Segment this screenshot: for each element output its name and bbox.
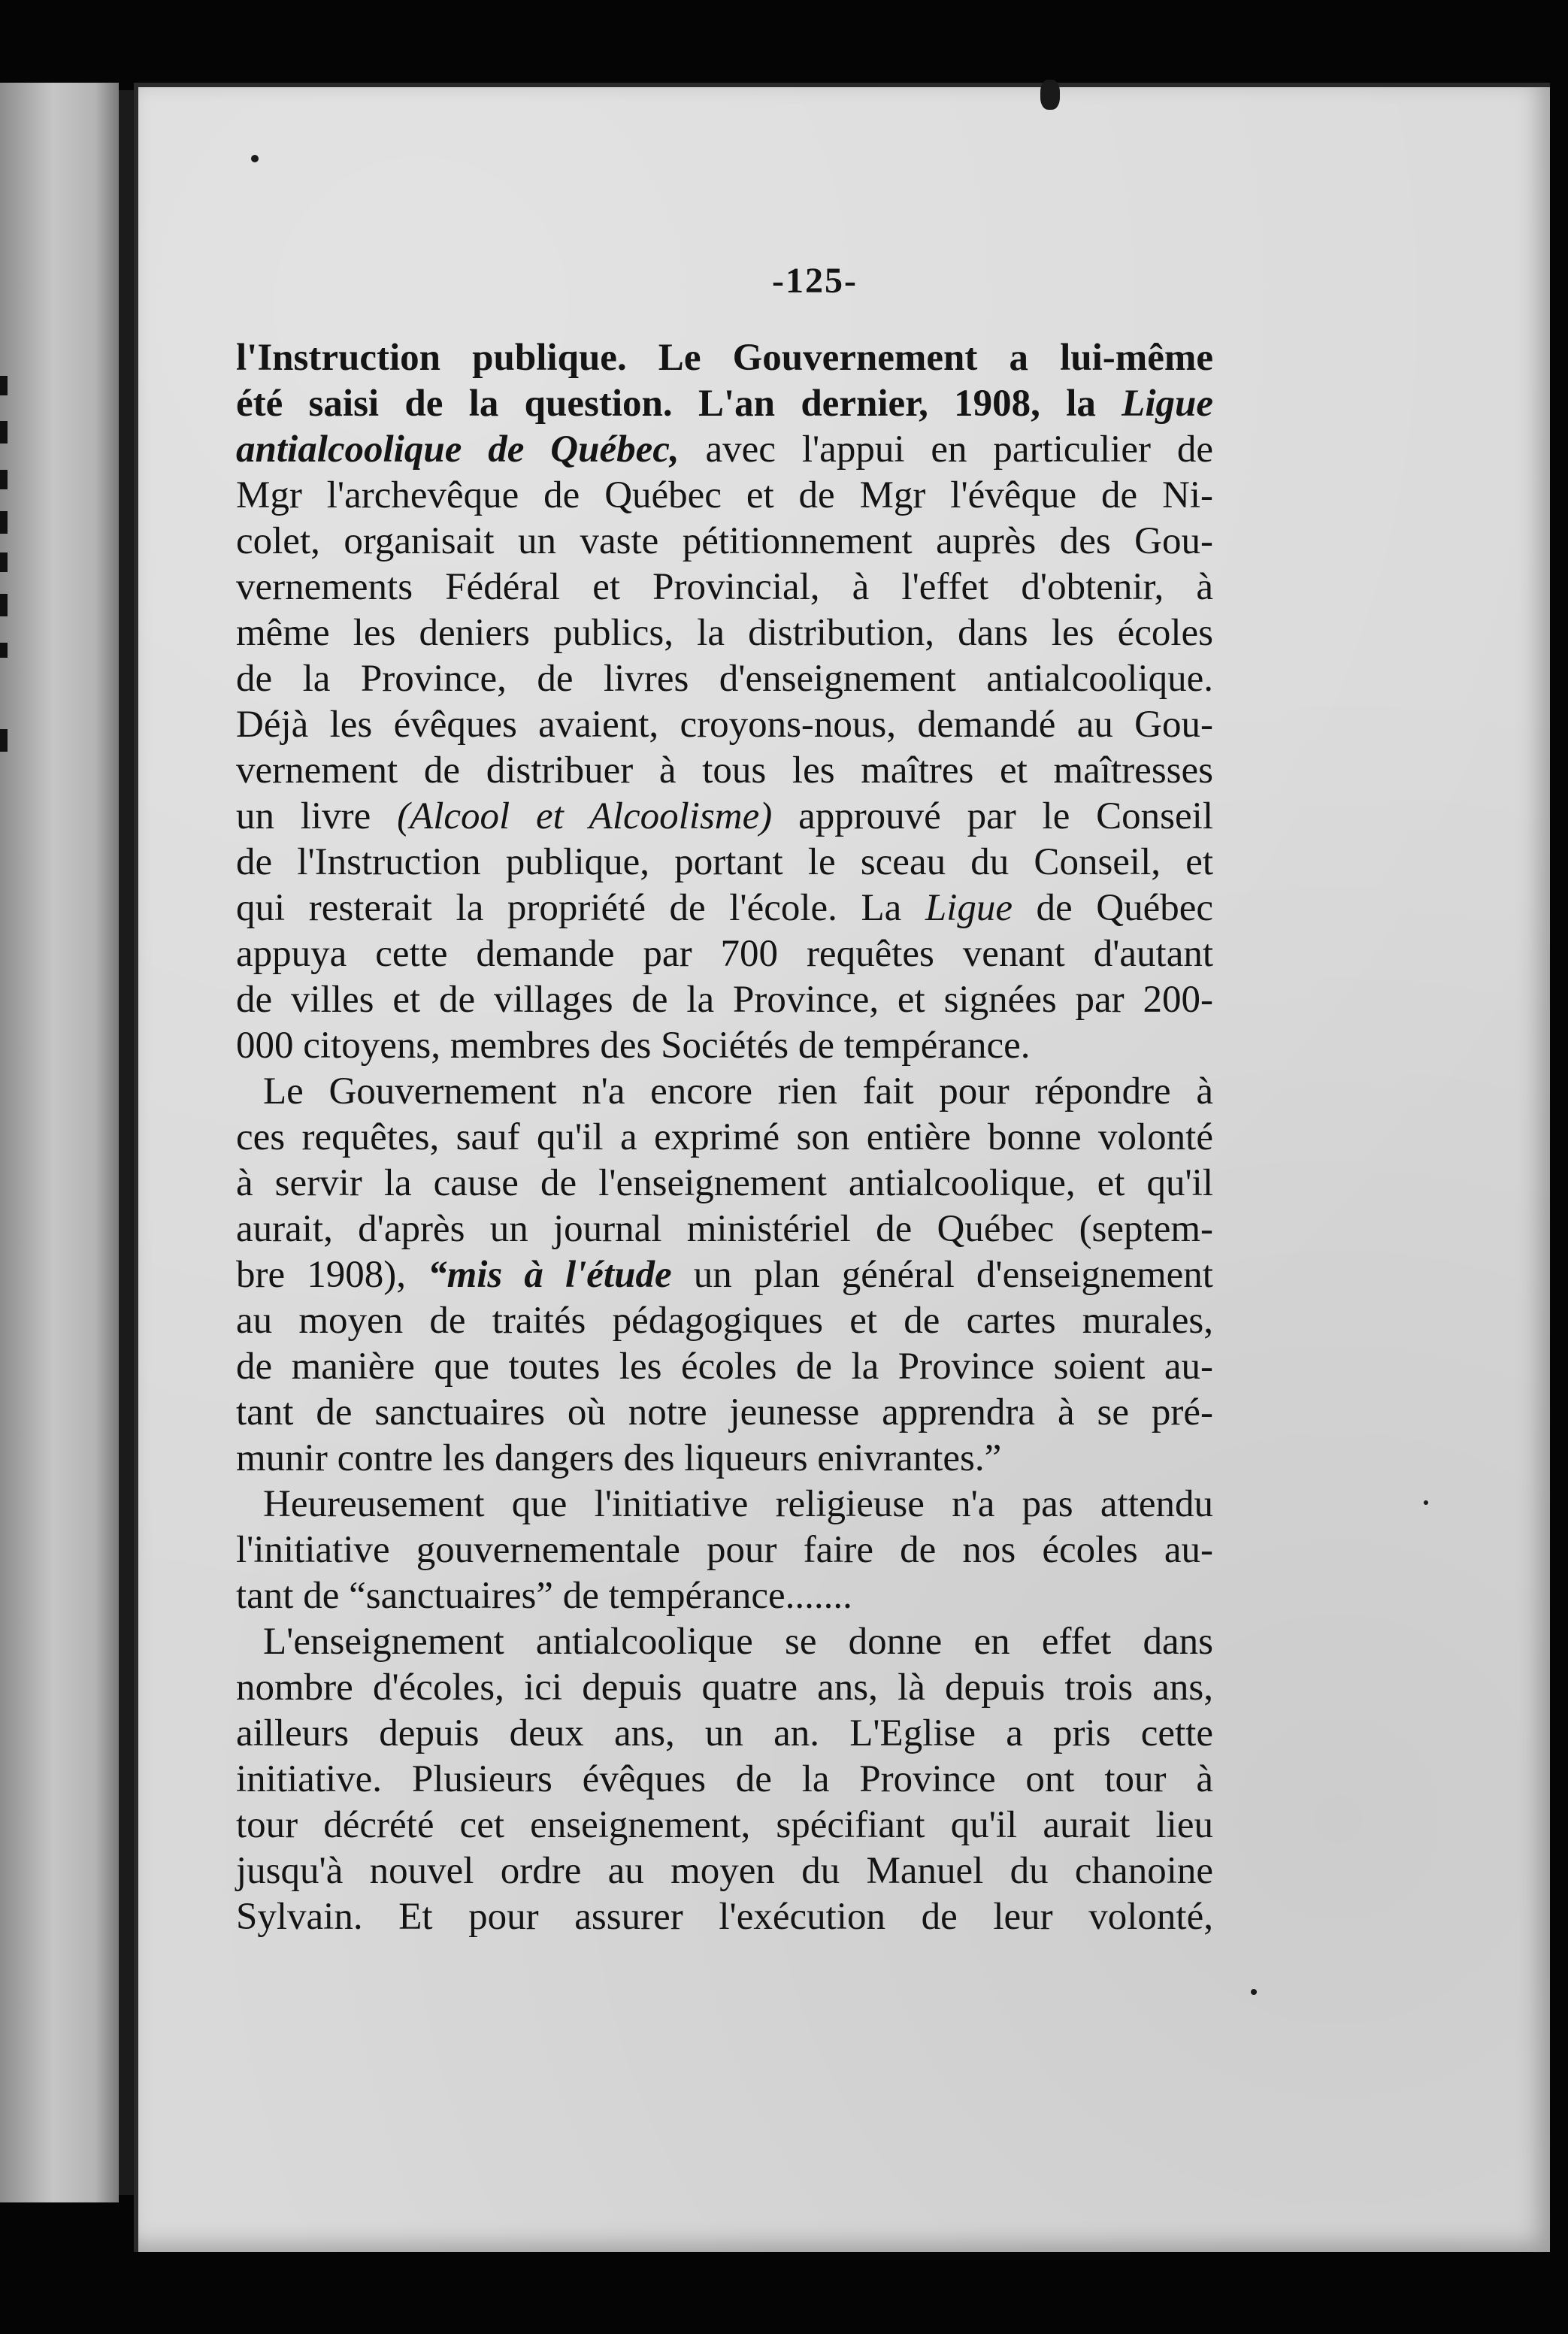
text-line (236, 335, 1213, 381)
text-span: été saisi de la question. L'an dernier, 1908, la (236, 383, 1122, 425)
page-speck (1424, 1500, 1428, 1505)
text-span: tant de sanctuaires où notre jeunesse apprendra à se pré- (236, 1391, 1213, 1433)
book-page (134, 83, 1550, 2252)
text-span: Sylvain. Et pour assurer l'exécution de leur volonté, (236, 1896, 1213, 1938)
text-span: Déjà les évêques avaient, croyons-nous, demandé au Gou- (236, 704, 1213, 746)
facing-page-mark (0, 511, 8, 534)
text-span: nombre d'écoles, ici depuis quatre ans, là depuis trois ans, (236, 1666, 1213, 1709)
text-span: vernement de distribuer à tous les maîtres et maîtresses (236, 749, 1213, 792)
facing-page-mark (0, 421, 8, 443)
text-span: (Alcool et Alcoolisme) (397, 795, 773, 837)
text-line (236, 1115, 1213, 1161)
text-line (236, 1757, 1213, 1803)
text-span: Ligue (925, 887, 1013, 929)
text-line (236, 1206, 1213, 1252)
text-line (236, 1848, 1213, 1894)
text-span: qui resterait la propriété de l'école. La (236, 887, 925, 929)
text-line (236, 1436, 1213, 1482)
text-line (236, 977, 1213, 1023)
text-line (236, 1390, 1213, 1436)
text-line (236, 1069, 1213, 1115)
text-line (236, 1298, 1213, 1344)
text-line (236, 427, 1213, 473)
facing-page-mark (0, 376, 8, 395)
text-span: initiative. Plusieurs évêques de la Province ont tour à (236, 1758, 1213, 1800)
text-line (236, 1894, 1213, 1940)
facing-page-mark (0, 552, 8, 572)
text-span: Ligue (1122, 383, 1213, 425)
text-span: approuvé par le Conseil (772, 795, 1213, 837)
text-span: 000 citoyens, membres des Sociétés de tempérance. (236, 1025, 1031, 1067)
text-line (236, 519, 1213, 565)
text-span: aurait, d'après un journal ministériel de Québec (septem- (236, 1208, 1213, 1250)
page-speck (1040, 80, 1060, 110)
text-span: à servir la cause de l'enseignement antialcoolique, et qu'il (236, 1162, 1213, 1204)
text-span: un plan général d'enseignement (671, 1254, 1213, 1296)
text-span: “mis à l'étude (428, 1254, 672, 1296)
text-line (236, 885, 1213, 931)
page-speck (251, 155, 259, 162)
text-span: avec l'appui en particulier de (679, 428, 1213, 471)
text-span: de manière que toutes les écoles de la Province soient au- (236, 1346, 1213, 1388)
text-line (236, 656, 1213, 702)
text-line (236, 1482, 1213, 1527)
page-speck (1251, 1989, 1257, 1995)
text-span: de villes et de villages de la Province, et signées par 200- (236, 979, 1213, 1021)
text-span: Mgr l'archevêque de Québec et de Mgr l'évêque de Ni- (236, 474, 1213, 516)
facing-page-mark (0, 470, 8, 489)
text-line (236, 473, 1213, 519)
text-line (236, 1252, 1213, 1298)
text-span: antialcoolique de Québec, (236, 428, 680, 471)
text-span: l'initiative gouvernementale pour faire de nos écoles au- (236, 1529, 1213, 1571)
text-span: ailleurs depuis deux ans, un an. L'Eglise a pris cette (236, 1712, 1213, 1754)
text-span: munir contre les dangers des liqueurs enivrantes.” (236, 1437, 1002, 1479)
text-line (236, 1711, 1213, 1757)
text-span: de Québec (1012, 887, 1213, 929)
facing-page-mark (0, 729, 8, 752)
text-span: tour décrété cet enseignement, spécifiant qu'il aurait lieu (236, 1804, 1213, 1846)
text-span: vernements Fédéral et Provincial, à l'effet d'obtenir, à (236, 566, 1213, 608)
text-span: L'enseignement antialcoolique se donne en effet dans (263, 1621, 1213, 1663)
text-span: colet, organisait un vaste pétitionnement auprès des Gou- (236, 520, 1213, 562)
text-line (236, 565, 1213, 610)
text-span: même les deniers publics, la distribution, dans les écoles (236, 612, 1213, 654)
text-span: bre 1908), (236, 1254, 428, 1296)
text-line (236, 840, 1213, 885)
text-line (236, 1665, 1213, 1711)
text-line (236, 794, 1213, 840)
text-span: appuya cette demande par 700 requêtes venant d'autant (236, 933, 1213, 975)
text-span: de l'Instruction publique, portant le sceau du Conseil, et (236, 841, 1213, 883)
text-line (236, 1527, 1213, 1573)
text-line (236, 931, 1213, 977)
text-span: un livre (236, 795, 398, 837)
text-span: Heureusement que l'initiative religieuse n'a pas attendu (263, 1483, 1213, 1525)
text-line (236, 1803, 1213, 1848)
text-line (236, 1573, 1213, 1619)
text-span: au moyen de traités pédagogiques et de cartes murales, (236, 1300, 1213, 1342)
text-line (236, 1023, 1213, 1069)
facing-page-edge (0, 83, 119, 2202)
facing-page-mark (0, 594, 8, 616)
text-line (236, 748, 1213, 794)
text-span: tant de “sanctuaires” de tempérance....... (236, 1575, 852, 1617)
text-span: de la Province, de livres d'enseignement antialcoolique. (236, 658, 1213, 700)
text-span: jusqu'à nouvel ordre au moyen du Manuel du chanoine (236, 1850, 1213, 1892)
facing-page-mark (0, 643, 8, 658)
text-line (236, 702, 1213, 748)
text-line (236, 1344, 1213, 1390)
text-line (236, 381, 1213, 427)
text-line (236, 1161, 1213, 1206)
text-line (236, 610, 1213, 656)
text-line (236, 1619, 1213, 1665)
text-span: l'Instruction publique. Le Gouvernement a lui-même (236, 337, 1213, 379)
text-span: Le Gouvernement n'a encore rien fait pour répondre à (263, 1070, 1213, 1113)
page-number: -125- (772, 261, 858, 301)
text-span: ces requêtes, sauf qu'il a exprimé son entière bonne volonté (236, 1116, 1213, 1158)
body-text (236, 335, 1213, 1940)
